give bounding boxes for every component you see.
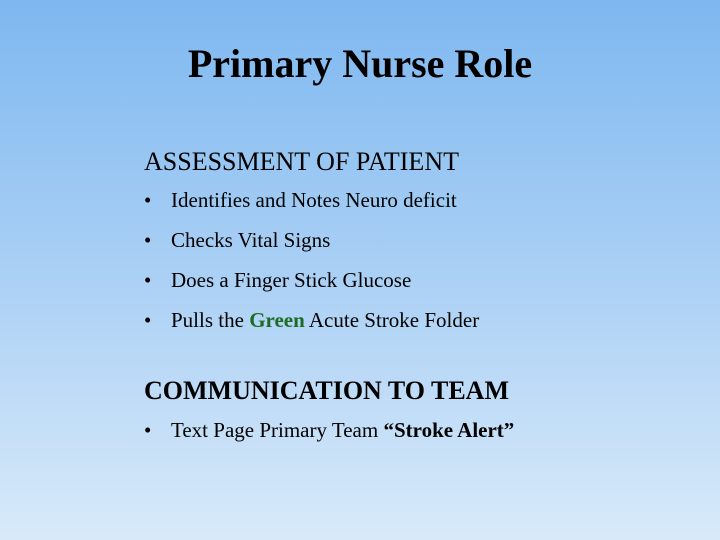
assessment-item-vitals (144, 226, 330, 254)
assessment-item-text: Checks Vital Signs (171, 228, 331, 252)
stroke-alert-text: “Stroke Alert” (383, 418, 515, 442)
bullet-icon: • (144, 308, 152, 332)
green-highlight-text: Green (249, 308, 305, 332)
communication-item-text-before: Text Page Primary Team (171, 418, 384, 442)
assessment-item-text: Identifies and Notes Neuro deficit (171, 188, 457, 212)
bullet-icon: • (144, 418, 152, 442)
assessment-item-folder (144, 306, 479, 334)
communication-heading: COMMUNICATION TO TEAM (144, 376, 509, 405)
assessment-item-text: Does a Finger Stick Glucose (171, 268, 412, 292)
assessment-item-text-before: Pulls the (171, 308, 250, 332)
assessment-item-glucose (144, 266, 411, 294)
assessment-heading: ASSESSMENT OF PATIENT (144, 147, 459, 176)
bullet-icon: • (144, 188, 152, 212)
slide-title: Primary Nurse Role (187, 41, 533, 86)
bullet-icon: • (144, 268, 152, 292)
bullet-icon: • (144, 228, 152, 252)
assessment-item-neuro (144, 186, 457, 214)
communication-item-stroke-alert (144, 416, 514, 444)
assessment-item-text-after: Acute Stroke Folder (304, 308, 480, 332)
